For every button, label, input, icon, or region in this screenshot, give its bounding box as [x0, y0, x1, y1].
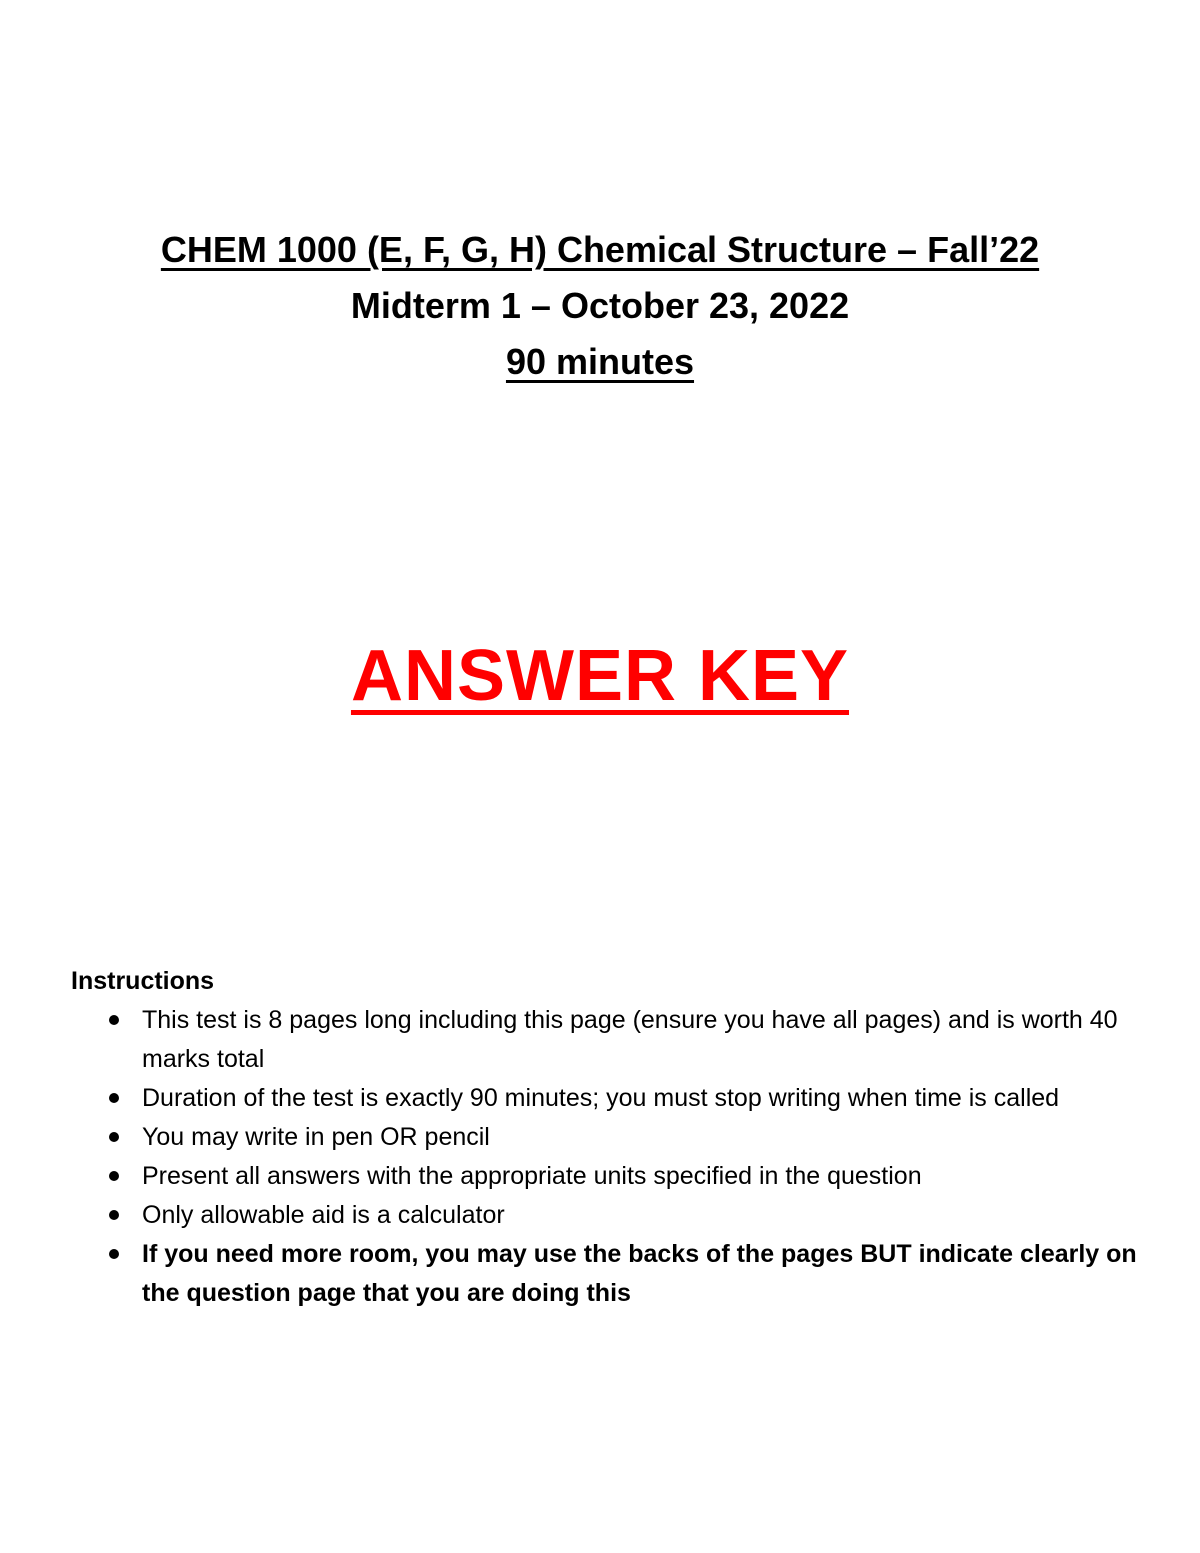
bullet-icon [109, 1210, 119, 1220]
bullet-icon [109, 1015, 119, 1025]
bullet-icon [109, 1171, 119, 1181]
exam-duration: 90 minutes [505, 341, 695, 382]
instruction-text: Duration of the test is exactly 90 minutes; you must stop writing when time is called [142, 1084, 1060, 1112]
instruction-item [71, 1118, 1141, 1157]
instruction-text: If you need more room, you may use the backs of the pages BUT indicate clearly on the question page that you are doing this [142, 1240, 1137, 1307]
bullet-icon [109, 1132, 119, 1142]
bullet-icon [109, 1093, 119, 1103]
instruction-item [71, 1196, 1141, 1235]
instructions-list [71, 1001, 1141, 1313]
exam-title-block [0, 222, 1200, 390]
instruction-text: Present all answers with the appropriate units specified in the question [142, 1162, 922, 1190]
exam-title: Midterm 1 – October 23, 2022 [350, 285, 850, 326]
course-title: CHEM 1000 (E, F, G, H) Chemical Structure – Fall’22 [160, 229, 1040, 270]
instruction-item [71, 1157, 1141, 1196]
instruction-text: Only allowable aid is a calculator [142, 1201, 505, 1229]
answer-key-banner [0, 628, 1200, 724]
bullet-icon [109, 1249, 119, 1259]
answer-key-label: ANSWER KEY [350, 636, 850, 716]
instructions-heading: Instructions [71, 967, 215, 995]
instruction-text: You may write in pen OR pencil [142, 1123, 490, 1151]
instruction-item [71, 1079, 1141, 1118]
instruction-item-important [71, 1235, 1141, 1313]
instruction-item [71, 1001, 1141, 1079]
instruction-text: This test is 8 pages long including this page (ensure you have all pages) and is worth 40 marks total [142, 1006, 1118, 1073]
instructions-section [71, 962, 1141, 1313]
